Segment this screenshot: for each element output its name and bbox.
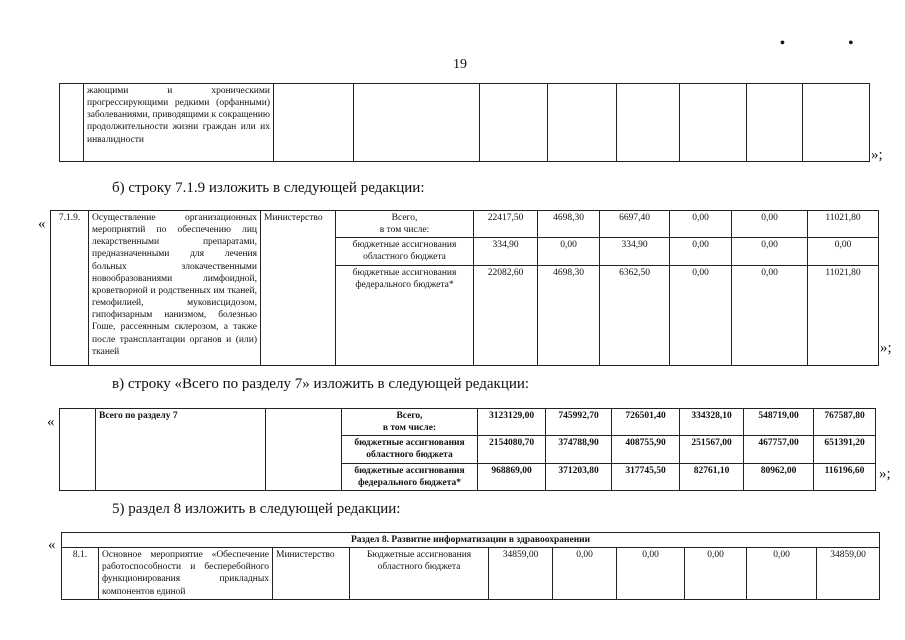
value-cell: 22417,50: [474, 211, 538, 238]
open-quote: «: [47, 414, 55, 430]
close-quote: »;: [880, 340, 892, 356]
value-cell: 0,00: [685, 548, 747, 600]
row-name: Всего по разделу 7: [96, 409, 266, 491]
row-number: 7.1.9.: [51, 211, 89, 366]
value-cell: 767587,80: [814, 409, 876, 436]
value-cell: 317745,50: [612, 463, 680, 490]
page-number: 19: [453, 57, 467, 72]
value-cell: 334328,10: [680, 409, 744, 436]
source-regional: бюджетные ассигнования областного бюджета: [336, 238, 474, 265]
row-name: Основное мероприятие «Обеспечение работоспособности и бесперебойного функционирования прикладных компонентов единой: [99, 548, 273, 600]
fragment-value-cell: [680, 84, 747, 162]
fragment-source-cell: [354, 84, 480, 162]
value-cell: 116196,60: [814, 463, 876, 490]
value-cell: 334,90: [474, 238, 538, 265]
fragment-value-cell: [548, 84, 617, 162]
value-cell: 0,00: [732, 238, 808, 265]
instruction-b: б) строку 7.1.9 изложить в следующей редакции:: [112, 180, 425, 196]
source-total: Всего, в том числе:: [336, 211, 474, 238]
open-quote: «: [48, 537, 56, 553]
value-cell: 22082,60: [474, 265, 538, 365]
row-executor: Министерство: [261, 211, 336, 366]
value-cell: 334,90: [600, 238, 670, 265]
total-7-table: [59, 408, 876, 491]
value-cell: 968869,00: [478, 463, 546, 490]
value-cell: 4698,30: [538, 211, 600, 238]
row-719-table: [50, 210, 879, 366]
value-cell: 726501,40: [612, 409, 680, 436]
value-cell: 0,00: [670, 265, 732, 365]
value-cell: 11021,80: [808, 211, 879, 238]
value-cell: 2154080,70: [478, 436, 546, 463]
value-cell: 3123129,00: [478, 409, 546, 436]
value-cell: 0,00: [732, 265, 808, 365]
value-cell: 0,00: [808, 238, 879, 265]
open-quote: «: [38, 216, 46, 232]
fragment-value-cell: [803, 84, 870, 162]
corner-marks: • •: [780, 36, 884, 51]
value-cell: 408755,90: [612, 436, 680, 463]
value-cell: 34859,00: [489, 548, 553, 600]
value-cell: 80962,00: [744, 463, 814, 490]
fragment-name-cell: жающими и хроническими прогрессирующими редкими (орфанными) заболеваниями, приводящими к сокращению продолжительности жизни граждан или их инвалидности: [84, 84, 274, 162]
value-cell: 4698,30: [538, 265, 600, 365]
row-number: 8.1.: [62, 548, 99, 600]
value-cell: 0,00: [670, 238, 732, 265]
section-8-table: [61, 532, 880, 600]
fragment-num-cell: [60, 84, 84, 162]
value-cell: 651391,20: [814, 436, 876, 463]
value-cell: 11021,80: [808, 265, 879, 365]
fragment-value-cell: [617, 84, 680, 162]
value-cell: 34859,00: [817, 548, 880, 600]
source-federal: бюджетные ассигнования федерального бюджета*: [342, 463, 478, 490]
value-cell: 0,00: [617, 548, 685, 600]
value-cell: 6362,50: [600, 265, 670, 365]
value-cell: 371203,80: [546, 463, 612, 490]
fragment-table: [59, 83, 870, 162]
fragment-value-cell: [480, 84, 548, 162]
value-cell: 745992,70: [546, 409, 612, 436]
fragment-value-cell: [747, 84, 803, 162]
value-cell: 0,00: [747, 548, 817, 600]
fragment-executor-cell: [274, 84, 354, 162]
value-cell: 467757,00: [744, 436, 814, 463]
row-executor: [266, 409, 342, 491]
row-executor: Министерство: [273, 548, 350, 600]
value-cell: 548719,00: [744, 409, 814, 436]
value-cell: 82761,10: [680, 463, 744, 490]
source-federal: бюджетные ассигнования федерального бюджета*: [336, 265, 474, 365]
value-cell: 251567,00: [680, 436, 744, 463]
instruction-5: 5) раздел 8 изложить в следующей редакции:: [112, 501, 401, 517]
value-cell: 374788,90: [546, 436, 612, 463]
value-cell: 0,00: [538, 238, 600, 265]
instruction-v: в) строку «Всего по разделу 7» изложить в следующей редакции:: [112, 376, 530, 392]
source-total: Всего, в том числе:: [342, 409, 478, 436]
value-cell: 0,00: [553, 548, 617, 600]
row-name: Осуществление организационных мероприятий по обеспечению лиц лекарственными препаратами, предназначенными для лечения больных злокачественными новообразованиями лимфоидной, кроветворной и родственных им тканей, гемофилией, муковисцидозом, гипофизарным нанизмом, болезнью Гоше, рассеянным склерозом, а также после трансплантации органов и (или) тканей: [89, 211, 261, 366]
source-regional: Бюджетные ассигнования областного бюджета: [350, 548, 489, 600]
source-regional: бюджетные ассигнования областного бюджета: [342, 436, 478, 463]
close-quote: »;: [879, 466, 891, 482]
section-header: Раздел 8. Развитие информатизации в здравоохранении: [62, 533, 880, 548]
value-cell: 6697,40: [600, 211, 670, 238]
value-cell: 0,00: [732, 211, 808, 238]
value-cell: 0,00: [670, 211, 732, 238]
row-number: [60, 409, 96, 491]
close-quote: »;: [871, 147, 883, 163]
